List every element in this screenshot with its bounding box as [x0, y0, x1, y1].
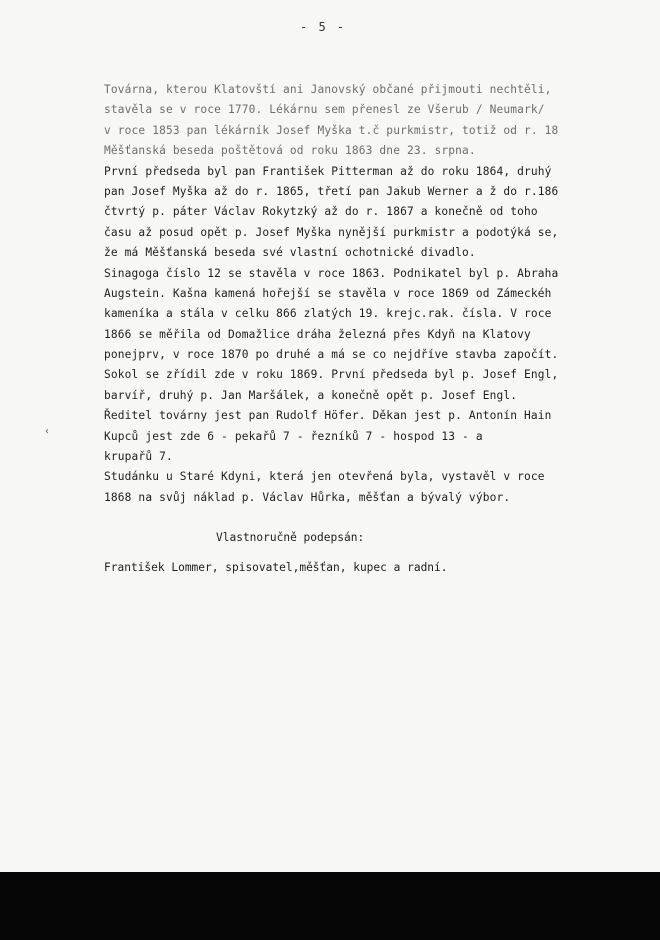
text-line: čtvrtý p. páter Václav Rokytzký až do r. 1867 a konečně od toho [104, 205, 538, 219]
scan-border [0, 872, 660, 940]
text-line: času až posud opět p. Josef Myška nynější purkmistr a podotýká se, [104, 225, 559, 239]
signature-block [104, 528, 660, 578]
margin-mark: ‹ [44, 426, 51, 437]
text-line: Továrna, kterou Klatovští ani Janovský občané přijmouti nechtěli, [104, 83, 552, 96]
text-line: Měšťanská beseda poštětová od roku 1863 dne 23. srpna. [104, 144, 476, 158]
text-line: že má Měšťanská beseda své vlastní ochotnické divadlo. [104, 246, 476, 260]
text-line: pan Josef Myška až do r. 1865, třetí pan Jakub Werner a ž do r.186 [104, 184, 559, 198]
signature-heading: Vlastnoručně podepsán: [216, 531, 365, 544]
page-number: - 5 - [300, 20, 347, 34]
text-line: barvíř, druhý p. Jan Maršálek, a konečně opět p. Josef Engl. [104, 388, 518, 402]
text-line: Augstein. Kašna kamená hořejší se stavěla v roce 1869 od Zámeckéh [104, 286, 552, 300]
text-line: v roce 1853 pan lékárník Josef Myška t.č purkmistr, totiž od r. 18 [104, 123, 559, 137]
text-line: 1868 na svůj náklad p. Václav Hůrka, měšťan a bývalý výbor. [104, 490, 511, 504]
text-line: krupařů 7. [104, 450, 173, 464]
text-line: ponejprv, v roce 1870 po druhé a má se co nejdříve stavba započít. [104, 348, 559, 362]
text-line: stavěla se v roce 1770. Lékárnu sem přenesl ze Všerub / Neumark/ [104, 103, 545, 117]
document-body [104, 80, 660, 508]
text-line: Kupců jest zde 6 - pekařů 7 - řezníků 7 - hospod 13 - a [104, 429, 483, 443]
text-line: Ředitel továrny jest pan Rudolf Höfer. Děkan jest p. Antonín Hain [104, 409, 552, 423]
text-line: Sinagoga číslo 12 se stavěla v roce 1863. Podnikatel byl p. Abraha [104, 266, 559, 280]
text-line: Sokol se zřídil zde v roku 1869. První předseda byl p. Josef Engl, [104, 368, 559, 382]
text-line: První předseda byl pan František Pitterman až do roku 1864, druhý [104, 164, 552, 178]
text-line: Studánku u Staré Kdyni, která jen otevřená byla, vystavěl v roce [104, 470, 545, 484]
signature-line: František Lommer, spisovatel,měšťan, kupec a radní. [104, 561, 448, 574]
text-line: kameníka a stála v celku 866 zlatých 19. krejc.rak. čísla. V roce [104, 307, 552, 321]
text-line: 1866 se měřila od Domažlice dráha železná přes Kdyň na Klatovy [104, 327, 531, 341]
